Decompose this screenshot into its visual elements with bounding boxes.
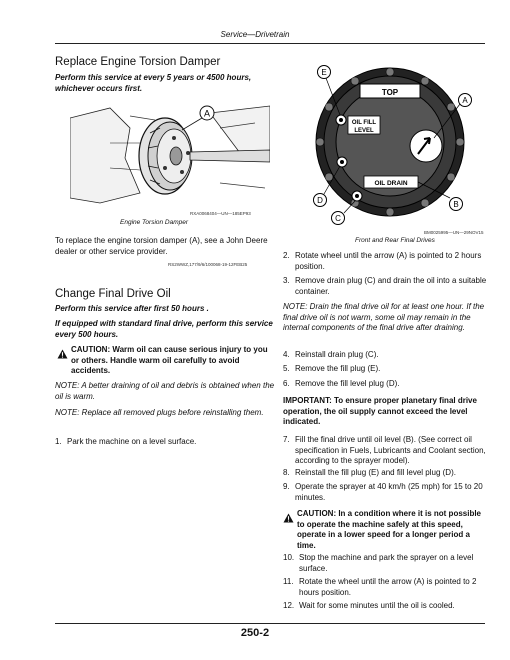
- note-drain-one-hour: NOTE: Drain the final drive oil for at least one hour. If the final drive oil is not warm, some oil may remain in the internal components of the final drive after draining.: [283, 302, 485, 332]
- engine-damper-illustration: [70, 98, 270, 208]
- step-number: 6.: [283, 379, 290, 388]
- step-text: Remove the fill level plug (D).: [295, 379, 400, 388]
- step-text: Wait for some minutes until the oil is cooled.: [299, 601, 455, 610]
- step-7: [283, 435, 488, 469]
- step-8: [283, 468, 488, 480]
- step-11: [283, 577, 488, 599]
- callout-b: B: [453, 200, 459, 209]
- step-number: 4.: [283, 350, 290, 359]
- step-text: Reinstall the fill plug (E) and fill level plug (D).: [295, 468, 456, 477]
- step-number: 8.: [283, 468, 290, 477]
- caution-speed: CAUTION: In a condition where it is not possible to operate the machine safely at this speed, operate in a lower speed for a longer period a time.: [297, 509, 482, 550]
- step-text: Stop the machine and park the sprayer on a level surface.: [299, 553, 474, 573]
- step-text: Reinstall drain plug (C).: [295, 350, 379, 359]
- step-text: Park the machine on a level surface.: [67, 437, 197, 446]
- step-2: [283, 251, 488, 273]
- callout-d: D: [317, 196, 323, 205]
- step-number: 12.: [283, 601, 295, 610]
- header-rule: [55, 43, 485, 44]
- caution-warm-oil: CAUTION: Warm oil can cause serious injury to you or others. Handle warm oil carefully to avoid accidents.: [71, 345, 268, 375]
- label-oil-fill: OIL FILL: [351, 120, 377, 126]
- step-number: 1.: [55, 437, 62, 446]
- figure-code-final-drive: BM0025995—UN—29NOV15: [424, 230, 484, 235]
- callout-a: A: [203, 108, 211, 119]
- callout-e: E: [321, 68, 327, 77]
- footer-rule: [55, 623, 485, 624]
- section-subtitle-torsion-damper: Perform this service at every 5 years or 4500 hours, whichever occurs first.: [55, 73, 252, 93]
- final-drive-subtitle-2: If equipped with standard final drive, perform this service every 500 hours.: [55, 319, 273, 339]
- page-header: Service—Drivetrain: [220, 30, 290, 39]
- callout-c: C: [335, 214, 341, 223]
- final-drive-subtitle-1: Perform this service after first 50 hours .: [55, 304, 209, 313]
- step-6: [283, 379, 488, 391]
- step-number: 2.: [283, 251, 290, 260]
- label-top: TOP: [381, 88, 399, 97]
- callout-a-drive: A: [462, 96, 468, 105]
- figure-caption-damper: Engine Torsion Damper: [120, 219, 189, 226]
- important-oil-level: IMPORTANT: To ensure proper planetary final drive operation, the oil supply cannot exceed the level indicated.: [283, 396, 477, 426]
- step-1: [55, 437, 275, 449]
- final-drive-figure: [300, 58, 480, 228]
- step-number: 5.: [283, 364, 290, 373]
- step-text: Rotate the wheel until the arrow (A) is pointed to 2 hours position.: [299, 577, 477, 597]
- step-text: Operate the sprayer at 40 km/h (25 mph) for 15 to 20 minutes.: [295, 482, 483, 502]
- engine-torsion-damper-figure: [70, 98, 270, 208]
- step-text: Remove drain plug (C) and drain the oil into a suitable container.: [295, 276, 487, 296]
- final-drive-illustration: [300, 58, 480, 228]
- step-12: [283, 601, 488, 613]
- note-replace-plugs: NOTE: Replace all removed plugs before reinstalling them.: [55, 408, 264, 417]
- page-number: 250-2: [240, 627, 270, 639]
- step-text: Rotate wheel until the arrow (A) is pointed to 2 hours position.: [295, 251, 482, 271]
- step-number: 9.: [283, 482, 290, 491]
- step-text: Fill the final drive until oil level (B). (See correct oil specification in Fuels, Lubricants and Coolant section, according to the sprayer model).: [295, 435, 486, 465]
- step-9: [283, 482, 488, 504]
- step-4: [283, 350, 488, 362]
- torsion-damper-text: To replace the engine torsion damper (A), see a John Deere dealer or other service provider.: [55, 236, 268, 256]
- section-heading-torsion-damper: Replace Engine Torsion Damper: [55, 56, 221, 68]
- step-text: Remove the fill plug (E).: [295, 364, 381, 373]
- label-oil-drain: OIL DRAIN: [374, 180, 408, 187]
- step-5: [283, 364, 488, 376]
- step-number: 7.: [283, 435, 290, 444]
- label-level: LEVEL: [354, 128, 374, 134]
- step-3: [283, 276, 488, 298]
- section-heading-final-drive: Change Final Drive Oil: [55, 288, 171, 300]
- step-10: [283, 553, 488, 575]
- doc-reference: RS2WWZ,177/9/6/100068-19-12FEB25: [168, 262, 248, 267]
- figure-code-damper: RXA0068404—UN—185EP93: [190, 211, 251, 216]
- step-number: 10.: [283, 553, 295, 562]
- caution-icon: [57, 346, 68, 364]
- step-number: 11.: [283, 577, 294, 586]
- step-number: 3.: [283, 276, 290, 285]
- figure-caption-final-drive: Front and Rear Final Drives: [355, 237, 435, 244]
- caution-icon-2: [283, 510, 294, 528]
- note-warm-oil: NOTE: A better draining of oil and debris is obtained when the oil is warm.: [55, 381, 275, 401]
